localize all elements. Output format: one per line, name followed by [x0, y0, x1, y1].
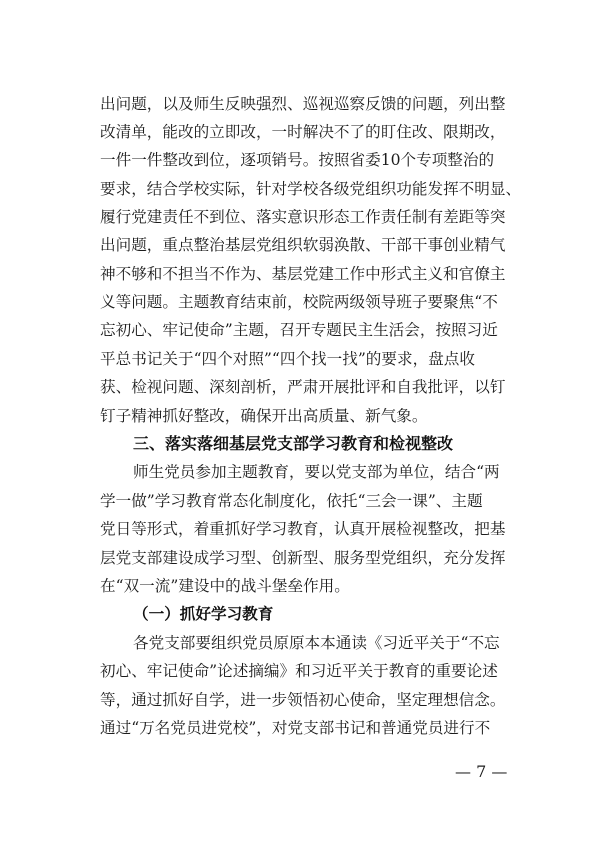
- body-text-line: 忘初心、牢记使命”主题，召开专题民主生活会，按照习近: [100, 321, 498, 339]
- body-text-line: 平总书记关于“四个对照”“四个找一找”的要求，盘点收: [100, 350, 475, 368]
- body-text-line: 层党支部建设成学习型、创新型、服务型党组织，充分发挥: [100, 549, 506, 567]
- body-text-line: 改清单，能改的立即改，一时解决不了的盯住改、限期改，: [100, 123, 506, 141]
- body-text-line: 出问题，重点整治基层党组织软弱涣散、干部干事创业精气: [100, 236, 506, 254]
- body-text-line: 学一做”学习教育常态化制度化，依托“三会一课”、主题: [100, 492, 483, 510]
- body-text-line: 获、检视问题、深刻剖析，严肃开展批评和自我批评，以钉: [100, 378, 506, 396]
- body-text-line: 初心、牢记使命”论述摘编》和习近平关于教育的重要论述: [100, 662, 498, 680]
- body-text-line: 等，通过抓好自学，进一步领悟初心使命，坚定理想信念。: [100, 691, 506, 709]
- body-text-line: 师生党员参加主题教育，要以党支部为单位，结合“两: [133, 463, 500, 481]
- body-text-line: 神不够和不担当不作为、基层党建工作中形式主义和官僚主: [100, 265, 506, 283]
- body-text-line: 一件一件整改到位，逐项销号。按照省委10个专项整治的: [100, 151, 495, 169]
- subsection-heading: （一）抓好学习教育: [133, 604, 274, 623]
- body-text-line: 出问题，以及师生反映强烈、巡视巡察反馈的问题，列出整: [100, 95, 506, 113]
- body-text-line: 各党支部要组织党员原原本本通读《习近平关于“不忘: [133, 634, 500, 652]
- body-text-line: 在“双一流”建设中的战斗堡垒作用。: [100, 577, 350, 595]
- body-text-line: 履行党建责任不到位、落实意识形态工作责任制有差距等突: [100, 208, 506, 226]
- body-text-line: 钉子精神抓好整改，确保开出高质量、新气象。: [100, 407, 428, 425]
- page-number: — 7 —: [455, 762, 508, 781]
- section-heading: 三、落实落细基层党支部学习教育和检视整改: [133, 434, 454, 453]
- body-text-line: 义等问题。主题教育结束前，校院两级领导班子要聚焦“不: [100, 293, 498, 311]
- body-text-line: 党日等形式，着重抓好学习教育，认真开展检视整改，把基: [100, 520, 506, 538]
- body-text-line: 通过“万名党员进党校”，对党支部书记和普通党员进行不: [100, 719, 491, 737]
- body-text-line: 要求，结合学校实际，针对学校各级党组织功能发挥不明显、: [100, 180, 522, 198]
